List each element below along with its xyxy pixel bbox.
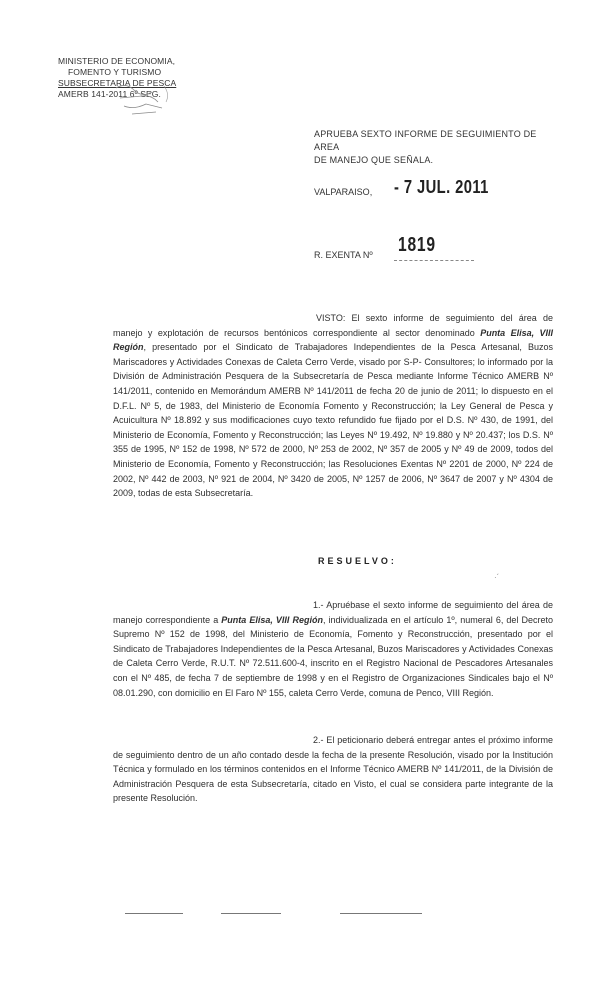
signature-line-middle — [221, 913, 281, 914]
ministry-name: MINISTERIO DE ECONOMIA, — [58, 56, 176, 66]
handwritten-initials-icon — [112, 80, 182, 120]
visto-text-1: VISTO: El sexto informe de seguimiento del área de manejo y explotación de recursos bentónicos correspondiente al sector denominado — [113, 313, 553, 338]
date-stamp: - 7 JUL. 2011 — [394, 177, 489, 197]
exenta-label: R. EXENTA Nº — [314, 250, 373, 260]
exenta-underline — [394, 260, 474, 261]
visto-place-name: Punta Elisa, VIII Región — [113, 327, 554, 353]
visto-text-2: , presentado por el Sindicato de Trabajadores Independientes de la Pesca Artesanal, Buzos Mariscadores y Actividades Conexas de Caleta Cerro Verde, visado por S-P- Consultores; lo informado por la División de Administración Pesquera de la Subsecretaría de Pesca mediante Informe Técnico AMERB Nº 141/2011, contenido en Memorándum AMERB Nº 141/2011 de fecha 20 de junio de 2011; lo dispuesto en el D.F.L. Nº 5, de 1983, del Ministerio de Economía Fomento y Reconstrucción; la Ley General de Pesca y Acuicultura Nº 18.892 y sus modificaciones cuyo texto refundido fue fijado por el D.S. Nº 430, de 1991, del Ministerio de Economía, Fomento y Reconstrucción; las Leyes Nº 19.492, Nº 19.880 y Nº 20.437; los D.S. Nº 355 de 1995, Nº 152 de 1998, Nº 572 de 2000, Nº 253 de 2002, Nº 357 de 2005 y Nº 49 de 2009, todos del Ministerio de Economía, Fomento y Reconstrucción; las Resoluciones Exentas Nº 2201 de 2000, Nº 224 de 2002, Nº 442 de 2003, Nº 921 de 2004, Nº 3420 de 2005, Nº 1257 de 2006, Nº 3647 de 2007 y Nº 4304 de 2009, todas de esta Subsecretaría. — [113, 342, 553, 499]
item1-place-name: Punta Elisa, VIII Región — [221, 614, 323, 625]
item1-text-1: 1.- Apruébase el sexto informe de seguimiento del área de manejo correspondiente a — [113, 600, 553, 625]
resuelvo-heading: RESUELVO: — [318, 556, 397, 566]
resolution-subject — [314, 128, 564, 167]
subject-line-1: APRUEBA SEXTO INFORME DE SEGUIMIENTO DE AREA — [314, 129, 537, 152]
exenta-number: 1819 — [398, 234, 436, 256]
item1-text-2: , individualizada en el artículo 1º, numeral 6, del Decreto Supremo Nº 152 de 1998, del Ministerio de Economía, Fomento y Reconstrucción, presentado por el Sindicato de Trabajadores Independientes de la Pesca Artesanal, Buzos Mariscadores y Actividades Conexas de Caleta Cerro Verde, R.U.T. Nº 72.511.600-4, inscrito en el Registro Nacional de Pescadores Artesanales con el Nº 485, de fecha 7 de septiembre de 1998 y en el Registro de Organizaciones Sindicales bajo el Nº 08.01.290, con domicilio en El Faro Nº 155, caleta Cerro Verde, comuna de Penco, VIII Región. — [113, 614, 553, 698]
place-label: VALPARAISO, — [314, 187, 373, 197]
resolution-item-1 — [113, 598, 553, 700]
subject-line-2: DE MANEJO QUE SEÑALA. — [314, 155, 434, 165]
file-reference: AMERB 141-2011 6º SEG. — [58, 89, 161, 99]
ministry-subname: FOMENTO Y TURISMO — [68, 67, 162, 77]
resolution-item-2 — [113, 733, 553, 806]
subsecretaria-name: SUBSECRETARIA DE PESCA — [58, 78, 177, 88]
visto-paragraph — [113, 311, 553, 501]
signature-line-left — [125, 913, 183, 914]
signature-line-right — [340, 913, 422, 914]
margin-mark: ·´ — [494, 573, 500, 582]
item2-text: 2.- El peticionario deberá entregar antes el próximo informe de seguimiento dentro de un año contado desde la fecha de la presente Resolución, visado por la Institución Técnica y formulado en los términos contenidos en el Informe Técnico AMERB Nº 141/2011, de la División de Administración Pesquera de esta Subsecretaría, citado en Visto, el cual se considera parte integrante de la presente Resolución. — [113, 735, 553, 804]
